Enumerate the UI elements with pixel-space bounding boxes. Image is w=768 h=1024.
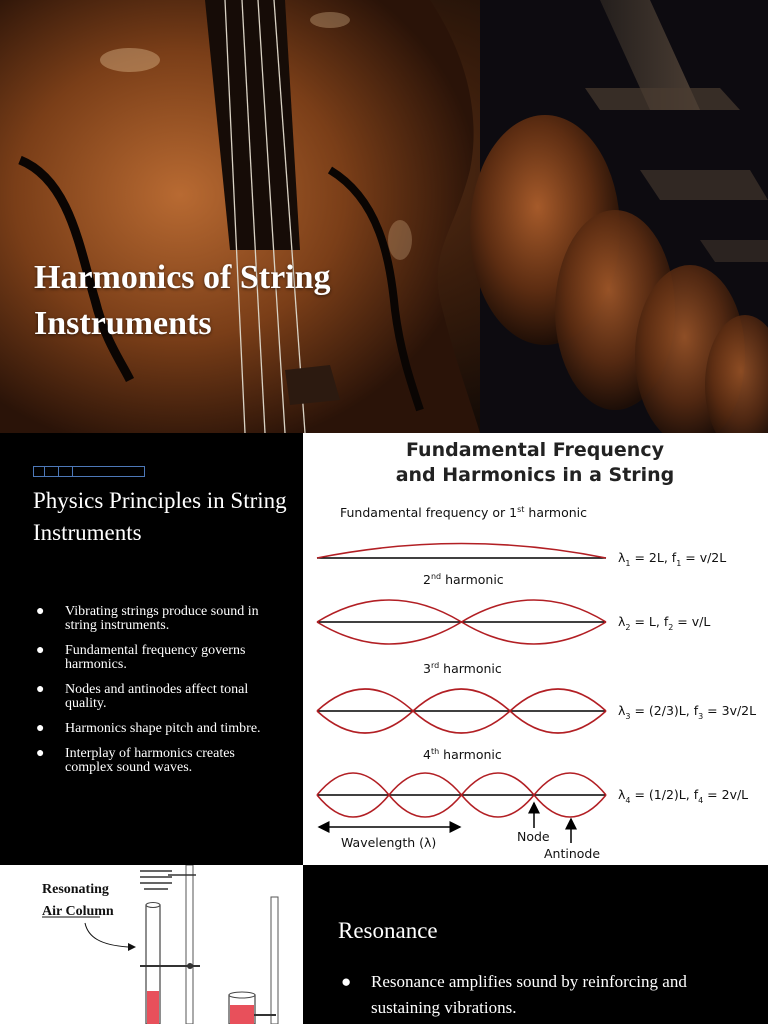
equation-1: $\lambda_1 = 2L$, $f_1 = v/2L$ — [618, 550, 727, 568]
hero-banner — [0, 0, 768, 433]
list-item — [36, 644, 286, 672]
reservoir-pole — [271, 897, 278, 1024]
physics-principles-panel — [0, 433, 303, 865]
bullet-icon: ● — [36, 682, 45, 697]
air-column-label-line1: Resonating — [42, 882, 109, 897]
physics-section-title: Physics Principles in String Instruments — [33, 488, 287, 545]
diagram-title-line2: and Harmonics in a String — [395, 464, 675, 486]
wavelength-label: Wavelength (λ) — [341, 835, 437, 850]
bullet-icon: ● — [36, 643, 45, 658]
decorative-bar — [33, 466, 145, 477]
equation-3: $\lambda_3 = (2/3)L$, $f_3 = 3v/2L$ — [618, 703, 757, 721]
presentation-title: Harmonics of String Instruments — [34, 259, 331, 342]
air-column-label-line2: Air Column — [42, 904, 114, 919]
harmonic-label-4: 4th harmonic — [423, 747, 502, 762]
resonance-title: Resonance — [338, 918, 438, 943]
stand-pole — [186, 865, 193, 1024]
harmonics-figure — [303, 433, 768, 865]
wave-harmonic-1 — [317, 544, 606, 559]
liquid-level — [147, 991, 159, 1024]
air-column-apparatus — [0, 865, 303, 1024]
bullet-text: Resonance amplifies sound by reinforcing and sustaining vibrations. — [371, 972, 687, 1017]
bullet-text: Harmonics shape pitch and timbre. — [65, 721, 261, 736]
list-item — [36, 605, 286, 633]
node-label: Node — [517, 829, 550, 844]
harmonic-label-3: 3rd harmonic — [423, 661, 502, 676]
resonating-air-column-figure — [0, 865, 303, 1024]
harmonic-label-1: Fundamental frequency or 1st harmonic — [340, 505, 588, 520]
bullet-text: Nodes and antinodes affect tonal quality. — [65, 682, 249, 711]
list-item — [341, 969, 741, 1021]
bullet-icon: ● — [36, 604, 45, 619]
violins-photo — [0, 0, 768, 433]
reservoir-liquid — [230, 1005, 254, 1024]
bullet-icon: ● — [36, 721, 45, 736]
antinode-label: Antinode — [544, 846, 601, 861]
bullet-text: Interplay of harmonics creates complex sound waves. — [65, 746, 235, 775]
tuning-fork-icon — [140, 871, 172, 889]
list-item — [36, 683, 286, 711]
resonance-panel — [303, 865, 768, 1024]
bullet-icon: ● — [341, 972, 352, 991]
bullet-text: Vibrating strings produce sound in string instruments. — [65, 604, 259, 633]
resonance-bullet-list — [341, 969, 741, 1021]
bullet-icon: ● — [36, 746, 45, 761]
list-item — [36, 747, 286, 775]
list-item — [36, 722, 286, 736]
bullet-text: Fundamental frequency governs harmonics. — [65, 643, 246, 672]
diagram-title-line1: Fundamental Frequency — [406, 439, 664, 461]
equation-2: $\lambda_2 = L$, $f_2 = v/L$ — [618, 614, 711, 632]
harmonics-diagram — [303, 433, 768, 865]
harmonic-label-2: 2nd harmonic — [423, 572, 504, 587]
equation-4: $\lambda_4 = (1/2)L$, $f_4 = 2v/L$ — [618, 787, 749, 805]
physics-bullet-list — [36, 605, 286, 786]
